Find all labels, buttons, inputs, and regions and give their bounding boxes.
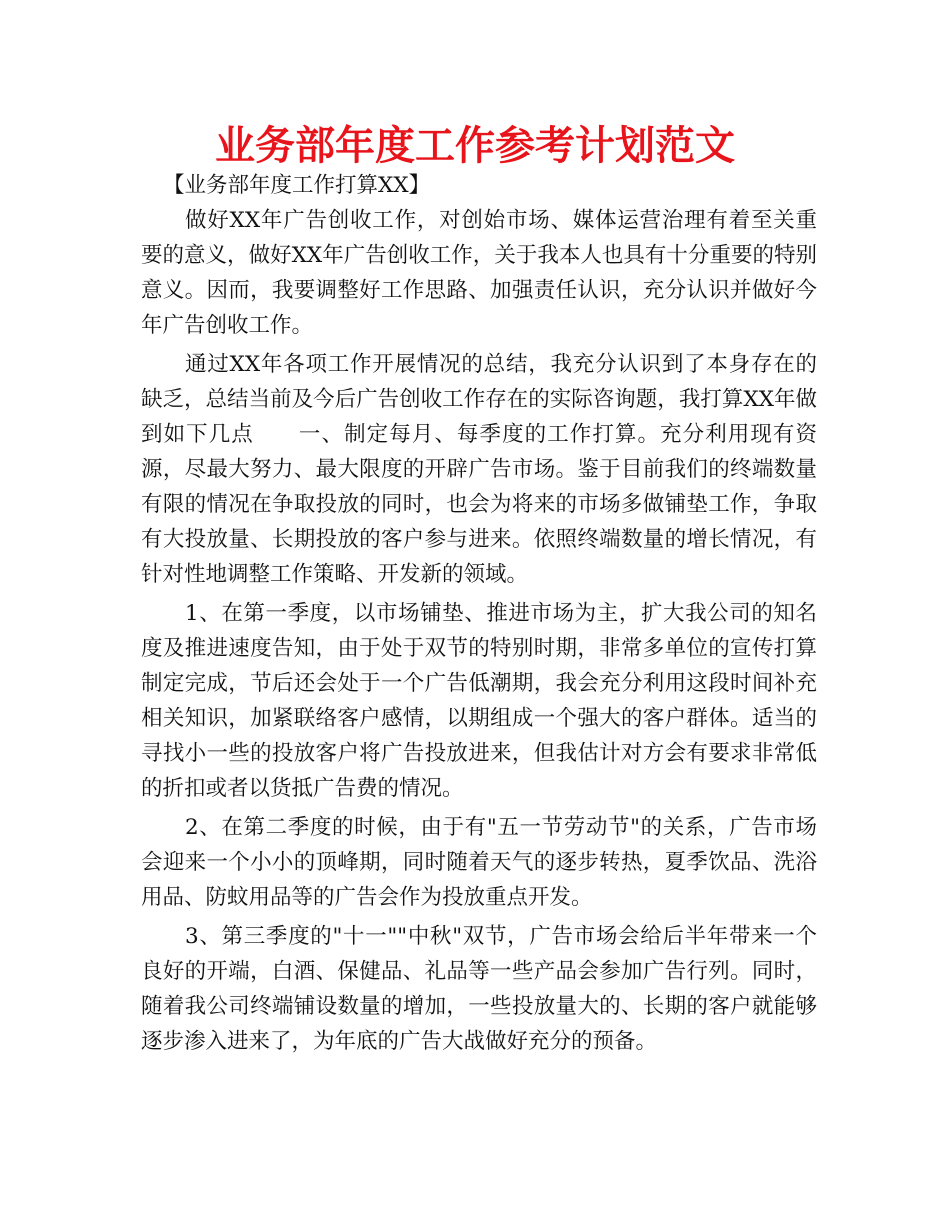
paragraph-combined [141,347,817,592]
paragraph: 2、在第二季度的时候，由于有"五一节劳动节"的关系，广告市场会迎来一个小小的顶峰期，同时随着天气的逐步转热，夏季饮品、洗浴用品、防蚊用品等的广告会作为投放重点开发。 [141,815,817,910]
paragraph-lead: 通过XX年各项工作开展情况的总结，我充分认识到了本身存在的缺乏，总结当前及今后广告创收工作存在的实际咨询题，我打算XX年做到如下几点 [141,352,817,447]
document-body [141,168,817,1063]
paragraph-continuation: 一、制定每月、每季度的工作打算。充分利用现有资源，尽最大努力、最大限度的开辟广告市场。鉴于目前我们的终端数量有限的情况在争取投放的同时，也会为将来的市场多做铺垫工作，争取有大投放量、长期投放的客户参与进来。依照终端数量的增长情况，有针对性地调整工作策略、开发新的领域。 [141,422,817,587]
paragraph: 3、第三季度的"十一""中秋"双节，广告市场会给后半年带来一个良好的开端，白酒、保健品、礼品等一些产品会参加广告行列。同时，随着我公司终端铺设数量的增加，一些投放量大的、长期的客户就能够逐步渗入进来了，为年底的广告大战做好充分的预备。 [141,924,817,1054]
document-subtitle: 【业务部年度工作打算XX】 [163,173,431,198]
paragraph: 1、在第一季度，以市场铺垫、推进市场为主，扩大我公司的知名度及推进速度告知，由于处于双节的特别时期，非常多单位的宣传打算制定完成，节后还会处于一个广告低潮期，我会充分利用这段时间补充相关知识，加紧联络客户感情，以期组成一个强大的客户群体。适当的寻找小一些的投放客户将广告投放进来，但我估计对方会有要求非常低的折扣或者以货抵广告费的情况。 [141,601,817,801]
paragraph: 做好XX年广告创收工作，对创始市场、媒体运营治理有着至关重要的意义，做好XX年广告创收工作，关于我本人也具有十分重要的特别意义。因而，我要调整好工作思路、加强责任认识，充分认识并做好今年广告创收工作。 [141,208,817,338]
document-title: 业务部年度工作参考计划范文 [215,123,735,169]
